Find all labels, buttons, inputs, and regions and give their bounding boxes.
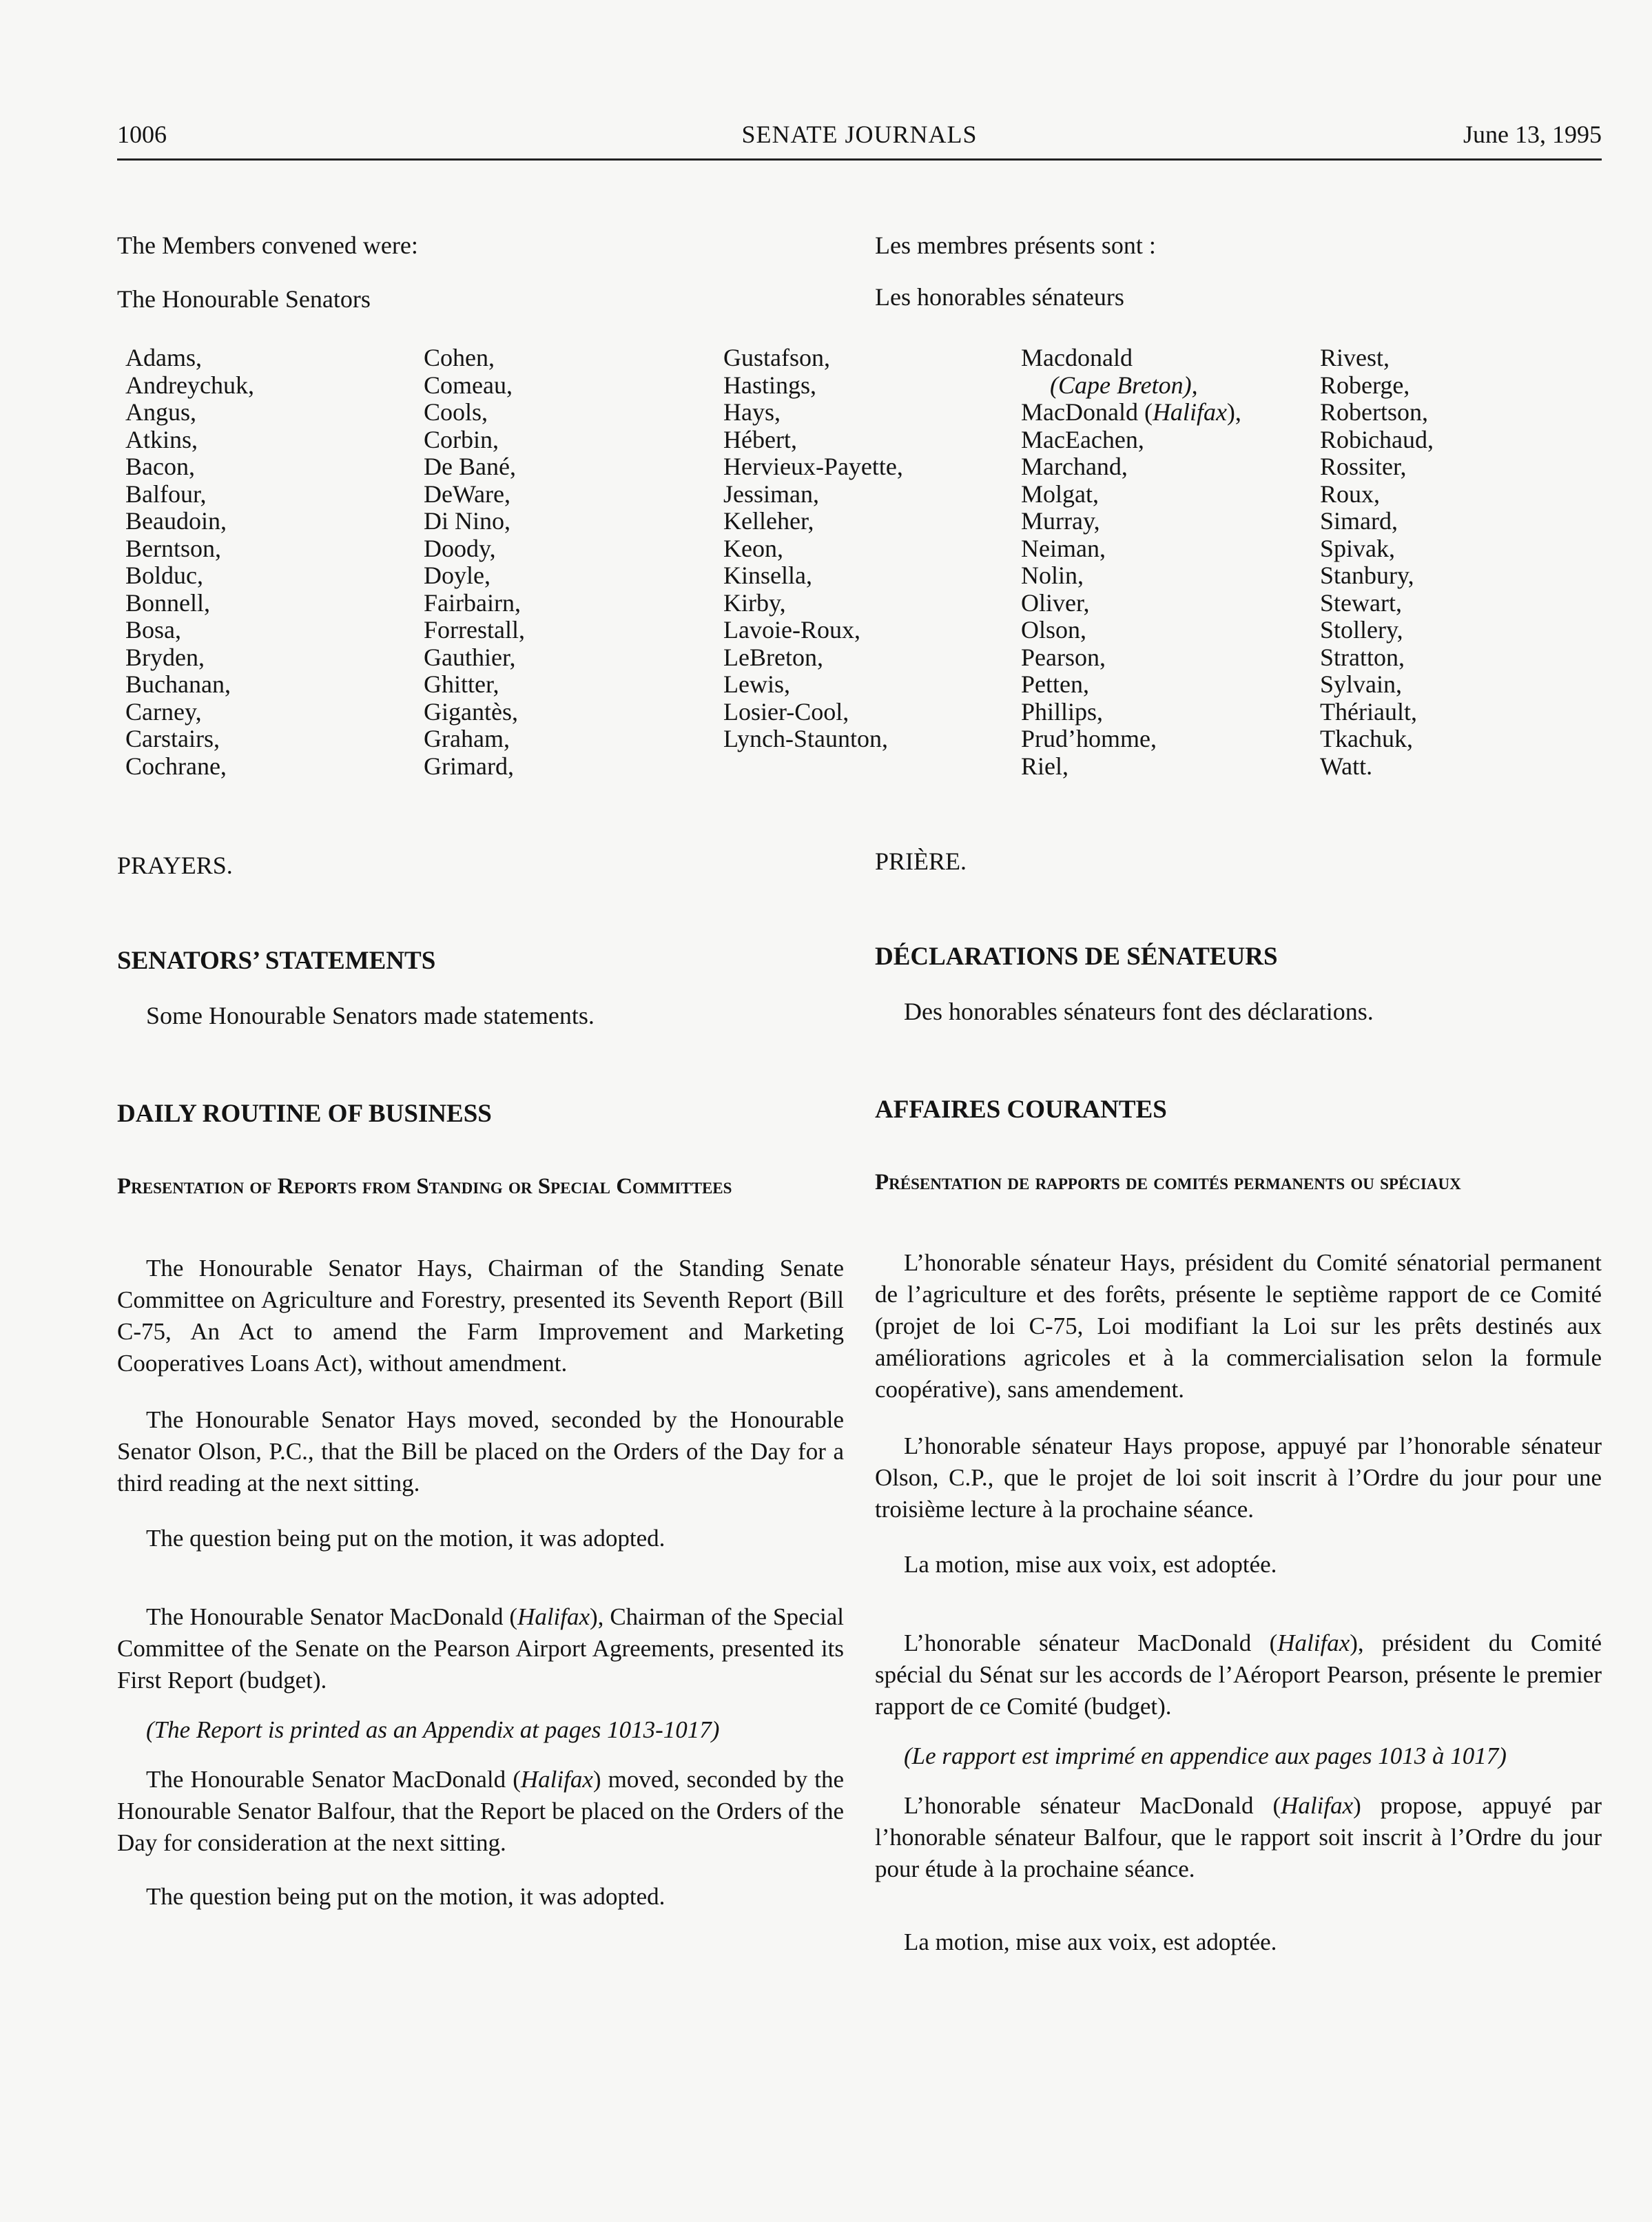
senator-name: De Bané, xyxy=(424,453,516,480)
senator-name: Carstairs, xyxy=(125,725,220,752)
senator-name: Hastings, xyxy=(723,371,816,399)
senator-name: Phillips, xyxy=(1021,697,1104,726)
text-part: Halifax xyxy=(1281,1792,1354,1819)
senator-name: Buchanan, xyxy=(125,670,231,698)
senator-name: Hébert, xyxy=(723,425,797,453)
prayers-fr: PRIÈRE. xyxy=(875,847,967,875)
senator-name: Nolin, xyxy=(1021,562,1084,589)
senator-name: Stewart, xyxy=(1320,588,1402,617)
senator-name: Pearson, xyxy=(1021,643,1106,671)
honourable-senators-en: The Honourable Senators xyxy=(117,285,371,313)
paragraph-motion-hays: The Honourable Senator Hays moved, seconded by the Honourable Senator Olson, P.C., that the Bill be placed on the Orders of the Day for a third reading at the next sitting. xyxy=(117,1406,844,1496)
senator-name: Fairbairn, xyxy=(424,588,521,617)
senator-name: Lewis, xyxy=(723,670,790,698)
senator-name: Bonnell, xyxy=(125,588,210,617)
senator-name-division: (Cape Breton), xyxy=(1050,371,1198,399)
senator-name-part: ), xyxy=(1226,398,1241,426)
members-convened-fr: Les membres présents sont : xyxy=(875,232,1156,259)
prayers-en: PRAYERS. xyxy=(117,852,233,879)
senator-name: Gustafson, xyxy=(723,344,830,371)
page-header xyxy=(117,117,1602,161)
senator-name: Tkachuk, xyxy=(1320,725,1413,752)
senator-name: Hervieux-Payette, xyxy=(723,453,903,480)
paragraph-motion-hays: L’honorable sénateur Hays propose, appuyé par l’honorable sénateur Olson, C.P., que le projet de loi soit inscrit à l’Ordre du jour pour une troisième lecture à la prochaine séance. xyxy=(875,1432,1602,1523)
senator-name xyxy=(1021,399,1241,426)
routine-heading-en: DAILY ROUTINE OF BUSINESS xyxy=(117,1100,492,1128)
senator-name: Cochrane, xyxy=(125,752,227,780)
senator-name: Gauthier, xyxy=(424,643,516,671)
senator-name: Doody, xyxy=(424,534,496,562)
paragraph-adopted-2: The question being put on the motion, it was adopted. xyxy=(146,1883,665,1910)
text-part: ), Chairman of the Special Committee of the Senate on the Pearson Airport Agreements, presented its First Report (budget). xyxy=(117,1603,844,1694)
senator-name: Cohen, xyxy=(424,344,495,371)
senator-name: Kelleher, xyxy=(723,507,814,535)
senator-name: LeBreton, xyxy=(723,643,823,671)
senator-name: Graham, xyxy=(424,725,510,752)
senator-name: Spivak, xyxy=(1320,534,1396,562)
paragraph-appendix-note: (The Report is printed as an Appendix at pages 1013-1017) xyxy=(146,1716,720,1743)
senator-name: Keon, xyxy=(723,534,783,562)
senator-column-4 xyxy=(1021,344,1241,780)
senator-name: Stollery, xyxy=(1320,616,1403,644)
senator-name: Sylvain, xyxy=(1320,670,1403,698)
senator-name: Olson, xyxy=(1021,616,1087,644)
senator-name: Prud’homme, xyxy=(1021,725,1157,752)
senator-name: Angus, xyxy=(125,398,197,426)
senator-name: Beaudoin, xyxy=(125,507,227,535)
page-number: 1006 xyxy=(117,121,167,148)
routine-heading-fr: AFFAIRES COURANTES xyxy=(875,1095,1167,1124)
paragraph-report-hays: The Honourable Senator Hays, Chairman of the Standing Senate Committee on Agriculture and Forestry, presented its Seventh Report (Bill C-75, An Act to amend the Farm Improvement and Marketing Cooperatives Loans Act), without amendment. xyxy=(117,1255,844,1377)
senator-name: Andreychuk, xyxy=(125,371,254,399)
statements-text-en: Some Honourable Senators made statements. xyxy=(146,1002,595,1029)
text-part: ) propose, appuyé par l’honorable sénateur Balfour, que le rapport soit inscrit à l’Ordre du jour pour étude à la prochaine séance. xyxy=(875,1792,1602,1882)
senator-name: Lynch-Staunton, xyxy=(723,725,888,752)
senator-name: Marchand, xyxy=(1021,453,1128,480)
statements-text-fr: Des honorables sénateurs font des déclarations. xyxy=(904,998,1374,1025)
senator-name: Kinsella, xyxy=(723,562,812,589)
senator-name: Balfour, xyxy=(125,480,207,508)
senator-name-division: Halifax xyxy=(1152,398,1227,426)
senator-name: Neiman, xyxy=(1021,534,1106,562)
senator-name: Stratton, xyxy=(1320,643,1405,671)
senator-name: Adams, xyxy=(125,344,202,371)
senator-name: Roberge, xyxy=(1320,371,1410,399)
paragraph-adopted-1: La motion, mise aux voix, est adoptée. xyxy=(904,1551,1277,1578)
paragraph-motion-macdonald xyxy=(875,1790,1602,1885)
members-convened-en: The Members convened were: xyxy=(117,232,418,259)
senator-name: Di Nino, xyxy=(424,507,510,535)
text-part: Halifax xyxy=(517,1603,590,1630)
senator-name: Bosa, xyxy=(125,616,181,644)
paragraph-report-hays: L’honorable sénateur Hays, président du Comité sénatorial permanent de l’agriculture et des forêts, présente le septième rapport de ce Comité (projet de loi C-75, Loi modifiant la Loi sur les prêts destinés aux améliorations agricoles et à la commercialisation selon la formule coopérative), sans amendement. xyxy=(875,1249,1602,1403)
senator-name: Ghitter, xyxy=(424,670,499,698)
paragraph-adopted-1: The question being put on the motion, it was adopted. xyxy=(146,1525,665,1552)
senator-name: Molgat, xyxy=(1021,480,1099,508)
paragraph-report-macdonald xyxy=(117,1601,844,1696)
senator-name: Atkins, xyxy=(125,425,198,453)
senator-name: Macdonald xyxy=(1021,344,1133,371)
senator-name: Petten, xyxy=(1021,670,1089,698)
journal-date: June 13, 1995 xyxy=(1463,121,1602,148)
senator-name: Riel, xyxy=(1021,752,1068,780)
honourable-senators-fr: Les honorables sénateurs xyxy=(875,283,1124,311)
senator-name: Oliver, xyxy=(1021,588,1090,617)
journal-title: SENATE JOURNALS xyxy=(741,121,978,148)
senator-name: Roux, xyxy=(1320,480,1381,508)
senator-name-part: MacDonald ( xyxy=(1021,398,1153,426)
senator-name: Stanbury, xyxy=(1320,562,1414,589)
senator-name: Corbin, xyxy=(424,425,499,453)
senator-name: Hays, xyxy=(723,398,781,426)
senator-name: Simard, xyxy=(1320,507,1398,535)
text-part: ), président du Comité spécial du Sénat sur les accords de l’Aéroport Pearson, présente le premier rapport de ce Comité (budget). xyxy=(875,1629,1602,1720)
text-part: Halifax xyxy=(1277,1629,1350,1656)
senator-column-1 xyxy=(125,344,254,780)
senator-name: Bacon, xyxy=(125,453,195,480)
senator-column-5 xyxy=(1320,344,1434,780)
senator-name: MacEachen, xyxy=(1021,425,1144,453)
paragraph-motion-macdonald xyxy=(117,1764,844,1859)
reports-heading-fr: Présentation de rapports de comités permanents ou spéciaux xyxy=(875,1170,1461,1195)
text-part: L’honorable sénateur MacDonald ( xyxy=(904,1792,1281,1819)
senator-name: Rossiter, xyxy=(1320,453,1407,480)
french-body xyxy=(875,1247,1602,1958)
text-part: The Honourable Senator MacDonald ( xyxy=(146,1603,518,1630)
senator-name: Kirby, xyxy=(723,588,786,617)
text-part: L’honorable sénateur MacDonald ( xyxy=(904,1629,1278,1656)
paragraph-appendix-note: (Le rapport est imprimé en appendice aux pages 1013 à 1017) xyxy=(904,1742,1507,1769)
senator-name: Bryden, xyxy=(125,643,205,671)
senator-column-2 xyxy=(424,344,525,780)
senator-name: Berntson, xyxy=(125,534,221,562)
senator-name: Lavoie-Roux, xyxy=(723,616,860,644)
senator-name: Gigantès, xyxy=(424,697,518,726)
senator-name: Grimard, xyxy=(424,752,514,780)
senator-name: Forrestall, xyxy=(424,616,525,644)
senator-name: Bolduc, xyxy=(125,562,203,589)
senator-name: Carney, xyxy=(125,697,202,726)
text-part: The Honourable Senator MacDonald ( xyxy=(146,1766,521,1793)
senator-name: Robichaud, xyxy=(1320,425,1434,453)
senator-name: Thériault, xyxy=(1320,697,1417,726)
senator-name: Murray, xyxy=(1021,507,1100,535)
paragraph-adopted-2: La motion, mise aux voix, est adoptée. xyxy=(904,1928,1277,1955)
senator-name: Jessiman, xyxy=(723,480,819,508)
statements-heading-fr: DÉCLARATIONS DE SÉNATEURS xyxy=(875,943,1278,971)
text-part: Halifax xyxy=(520,1766,593,1793)
reports-heading-en: Presentation of Reports from Standing or Special Committees xyxy=(117,1174,732,1199)
senator-name: Robertson, xyxy=(1320,398,1428,426)
senator-name: Watt. xyxy=(1320,752,1373,780)
statements-heading-en: SENATORS’ STATEMENTS xyxy=(117,947,436,975)
senator-column-3 xyxy=(723,344,903,753)
senator-name: Losier-Cool, xyxy=(723,697,849,726)
senator-name: Cools, xyxy=(424,398,488,426)
text-part: ) moved, seconded by the Honourable Senator Balfour, that the Report be placed on the Orders of the Day for consideration at the next sitting. xyxy=(117,1766,844,1856)
senator-name: DeWare, xyxy=(424,480,511,508)
paragraph-report-macdonald xyxy=(875,1627,1602,1722)
senator-name: Rivest, xyxy=(1320,344,1390,371)
senator-name: Comeau, xyxy=(424,371,513,399)
english-body xyxy=(117,1253,844,1913)
senator-name: Doyle, xyxy=(424,562,491,589)
